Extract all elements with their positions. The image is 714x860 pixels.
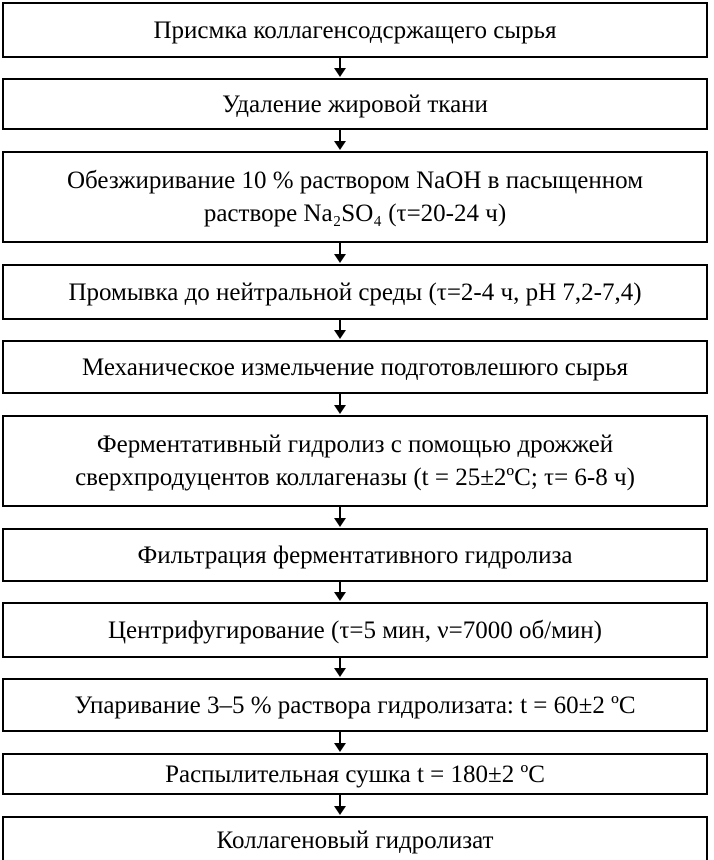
step-4-text: Промывка до нейтральной среды (τ=2-4 ч, pH 7,2-7,4) <box>68 278 642 306</box>
step-3-box <box>2 151 708 243</box>
step-9-box <box>2 678 708 732</box>
step-9-text: Упаривание 3–5 % раствора гидролизата: t = 60±2 ºС <box>74 691 636 719</box>
step-3-text-line-2: растворе Na₂SO₄ (τ=20-24 ч) <box>203 200 507 227</box>
step-7-text: Фильтрация ферментативного гидролиза <box>137 541 573 569</box>
step-8-text: Центрифугирование (τ=5 мин, ν=7000 об/мин) <box>107 616 603 644</box>
step-3-text-line-1: Обезжиривание 10 % раствором NaOH в пасыщенном <box>66 167 644 194</box>
step-10-box <box>2 753 708 795</box>
step-1-text: Присмка коллагенсодсржащего сырья <box>153 16 557 44</box>
step-11-text: Коллагеновый гидролизат <box>216 827 494 854</box>
step-2-box <box>2 78 708 130</box>
step-6-text-line-2: сверхпродуцентов коллагеназы (t = 25±2ºС; τ= 6-8 ч) <box>75 464 635 491</box>
step-5-text: Механическое измельчение подготовлешюго сырья <box>81 353 629 381</box>
step-6-text-line-1: Ферментативный гидролиз с помощью дрожжей <box>96 431 614 458</box>
step-10-text: Распылительная сушка t = 180±2 ºС <box>165 760 545 788</box>
step-6-box <box>2 415 708 507</box>
step-7-box <box>2 528 708 582</box>
step-8-box <box>2 602 708 658</box>
step-4-box <box>2 264 708 320</box>
step-2-text: Удаление жировой ткани <box>222 90 488 118</box>
step-1-box <box>2 2 708 58</box>
step-11-box <box>2 816 708 860</box>
step-5-box <box>2 340 708 394</box>
